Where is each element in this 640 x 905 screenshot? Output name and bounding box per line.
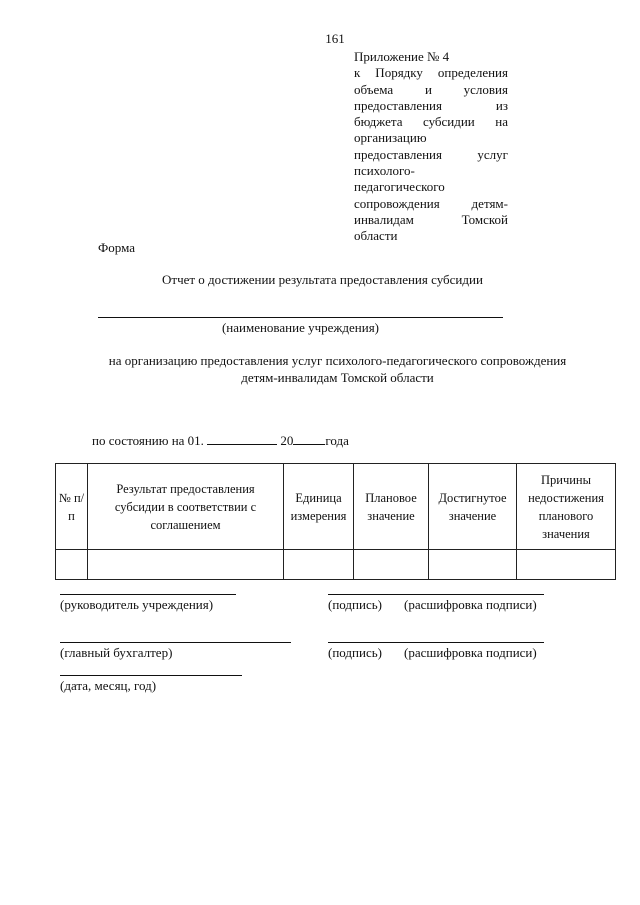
head-decoding-line: [328, 594, 544, 595]
table-cell: [56, 550, 88, 580]
accountant-signature-label: (подпись): [328, 645, 382, 660]
head-signature-line: [60, 594, 236, 595]
as-of-prefix: по состоянию на 01.: [92, 433, 204, 448]
appendix-line: области: [354, 228, 398, 244]
institution-caption: (наименование учреждения): [221, 320, 380, 335]
form-label: Форма: [98, 240, 135, 255]
year-blank: [293, 432, 325, 445]
appendix-line: педагогического: [354, 179, 445, 195]
accountant-signature-line: [60, 642, 291, 643]
as-of-suffix: года: [325, 433, 349, 448]
appendix-line: бюджета субсидии на: [354, 114, 508, 130]
head-label: (руководитель учреждения): [60, 597, 214, 612]
table-cell: [88, 550, 284, 580]
appendix-line: объема и условия: [354, 81, 508, 97]
table-header-row: [56, 464, 616, 550]
accountant-label: (главный бухгалтер): [60, 645, 173, 660]
appendix-heading: [354, 49, 508, 245]
appendix-line: предоставления из: [354, 97, 508, 113]
appendix-line: психолого-: [354, 163, 415, 179]
institution-name-line: [98, 317, 503, 318]
appendix-line: Приложение № 4: [354, 49, 450, 64]
year-prefix: 20: [280, 433, 294, 448]
subject-line: на организацию предоставления услуг психолого-педагогического сопровождения: [108, 353, 567, 368]
table-row: [56, 550, 616, 580]
header-result: Результат предоставления субсидии в соответствии с соглашением: [88, 464, 284, 550]
accountant-decoding-label: (расшифровка подписи): [404, 645, 537, 660]
accountant-decoding-line: [328, 642, 544, 643]
report-title: Отчет о достижении результата предоставления субсидии: [162, 272, 483, 287]
header-planned: Плановое значение: [354, 464, 429, 550]
head-signature-label: (подпись): [328, 597, 382, 612]
appendix-line: сопровождения детям-: [354, 195, 508, 211]
page-number: 161: [325, 31, 345, 46]
subject-line: детям-инвалидам Томской области: [241, 370, 434, 385]
report-subject: [60, 352, 615, 386]
header-number: № п/п: [56, 464, 88, 550]
header-achieved: Достигнутое значение: [429, 464, 517, 550]
head-decoding-label: (расшифровка подписи): [404, 597, 537, 612]
appendix-line: предоставления услуг: [354, 146, 508, 162]
as-of-date: [92, 432, 349, 449]
report-table: [55, 463, 616, 580]
header-reasons: Причины недостижения планового значения: [517, 464, 616, 550]
date-label: (дата, месяц, год): [60, 678, 157, 693]
header-unit: Единица измерения: [284, 464, 354, 550]
month-blank: [207, 432, 277, 445]
appendix-line: организацию: [354, 130, 427, 146]
appendix-line: инвалидам Томской: [354, 211, 508, 227]
table-cell: [284, 550, 354, 580]
date-line: [60, 675, 242, 676]
appendix-line: к Порядку определения: [354, 65, 508, 81]
table-cell: [429, 550, 517, 580]
table-cell: [517, 550, 616, 580]
table-cell: [354, 550, 429, 580]
